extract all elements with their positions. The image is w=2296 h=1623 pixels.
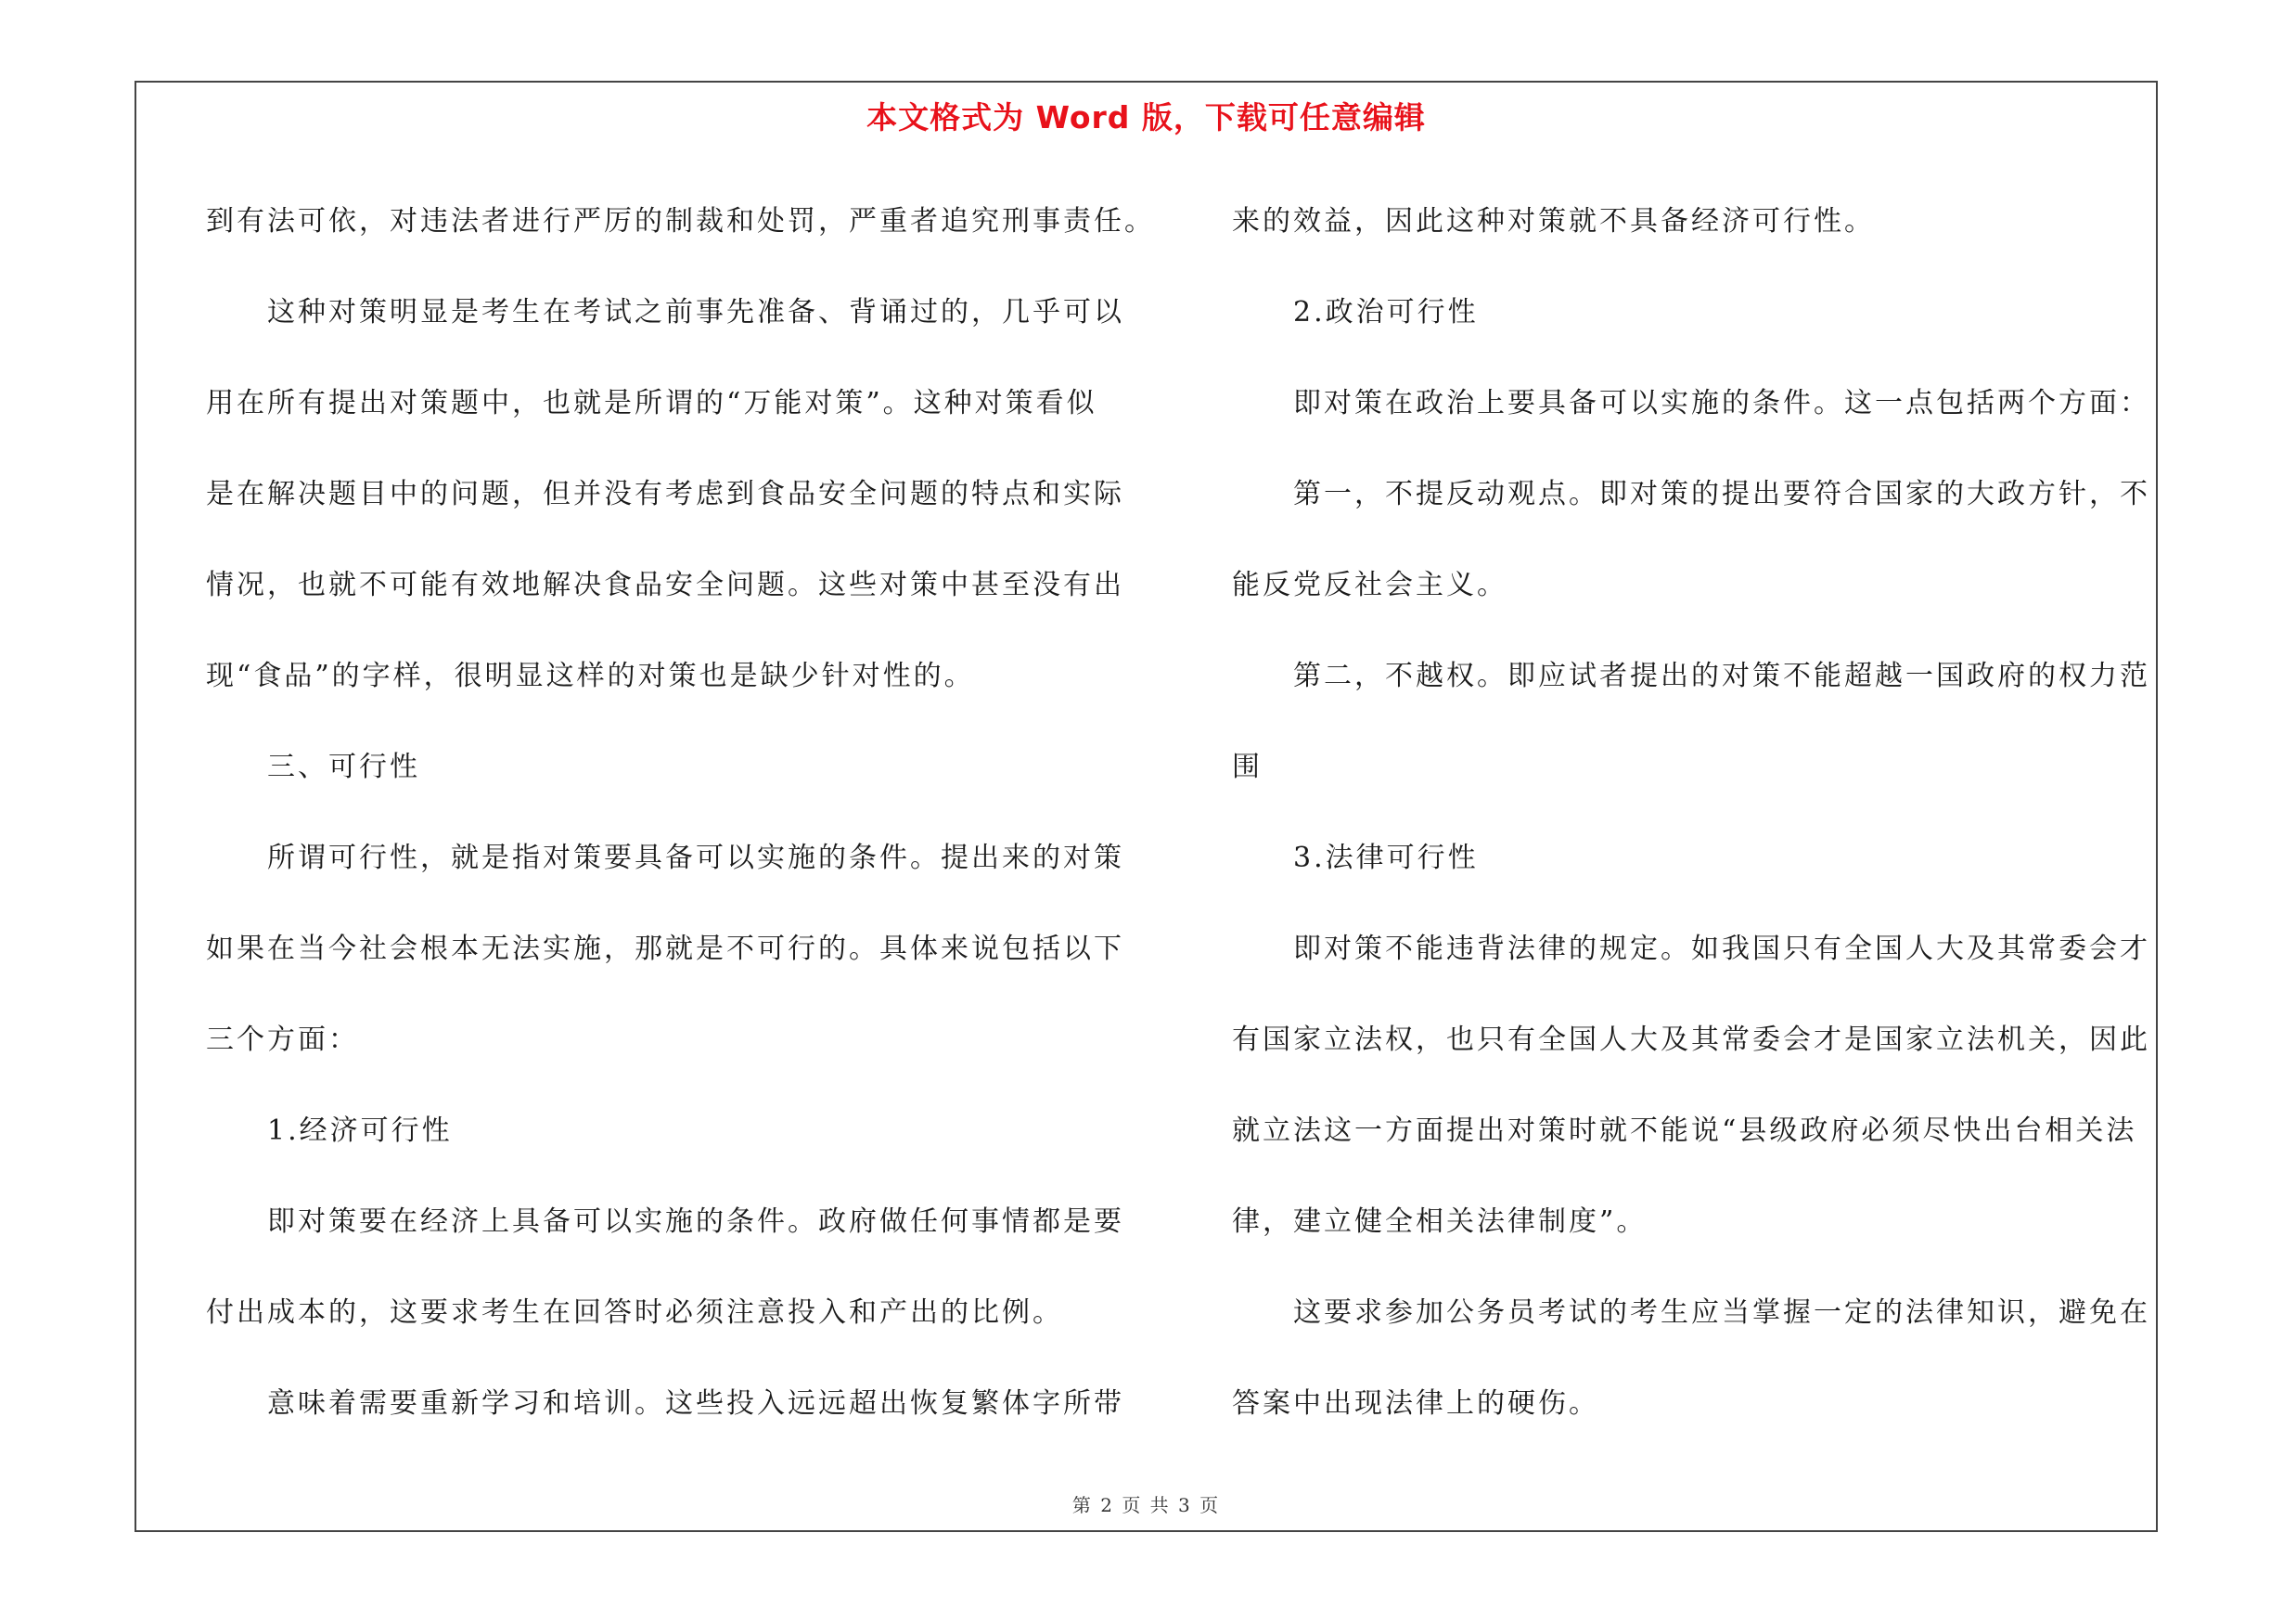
paragraph-line: 是在解决题目中的问题，但并没有考虑到食品安全问题的特点和实际 bbox=[206, 478, 1124, 510]
paragraph-line: 即对策要在经济上具备可以实施的条件。政府做任何事情都是要 bbox=[267, 1205, 1124, 1238]
paragraph-line: 3.法律可行性 bbox=[1293, 842, 1479, 874]
paragraph-line: 就立法这一方面提出对策时就不能说“县级政府必须尽快出台相关法 bbox=[1232, 1114, 2137, 1147]
paragraph-line: 第二，不越权。即应试者提出的对策不能超越一国政府的权力范 bbox=[1293, 660, 2150, 692]
paragraph-line: 这种对策明显是考生在考试之前事先准备、背诵过的，几乎可以 bbox=[267, 296, 1124, 328]
right-column bbox=[1232, 176, 2160, 1449]
paragraph-line: 即对策不能违背法律的规定。如我国只有全国人大及其常委会才 bbox=[1293, 933, 2150, 965]
paragraph-line: 三、可行性 bbox=[267, 751, 420, 783]
paragraph-line: 围 bbox=[1232, 751, 1263, 783]
paragraph-line: 意味着需要重新学习和培训。这些投入远远超出恢复繁体字所带 bbox=[267, 1387, 1124, 1420]
paragraph-line: 律，建立健全相关法律制度”。 bbox=[1232, 1205, 1648, 1238]
left-column bbox=[206, 176, 1155, 1449]
paragraph-line: 如果在当今社会根本无法实施，那就是不可行的。具体来说包括以下 bbox=[206, 933, 1124, 965]
paragraph-line: 1.经济可行性 bbox=[267, 1114, 453, 1147]
paragraph-line: 来的效益，因此这种对策就不具备经济可行性。 bbox=[1232, 205, 1875, 238]
paragraph-line: 用在所有提出对策题中，也就是所谓的“万能对策”。这种对策看似 bbox=[206, 387, 1097, 419]
paragraph-line: 到有法可依，对违法者进行严厉的制裁和处罚，严重者追究刑事责任。 bbox=[206, 205, 1155, 238]
paragraph-line: 所谓可行性，就是指对策要具备可以实施的条件。提出来的对策 bbox=[267, 842, 1124, 874]
header-banner: 本文格式为 Word 版，下载可任意编辑 bbox=[866, 99, 1426, 135]
paragraph-line: 三个方面： bbox=[206, 1024, 359, 1056]
paragraph-line: 有国家立法权，也只有全国人大及其常委会才是国家立法机关，因此 bbox=[1232, 1024, 2150, 1056]
paragraph-line: 答案中出现法律上的硬伤。 bbox=[1232, 1387, 1599, 1420]
paragraph-line: 2.政治可行性 bbox=[1293, 296, 1479, 328]
paragraph-line: 情况，也就不可能有效地解决食品安全问题。这些对策中甚至没有出 bbox=[206, 569, 1124, 601]
paragraph-line: 即对策在政治上要具备可以实施的条件。这一点包括两个方面： bbox=[1293, 387, 2150, 419]
paragraph-line: 能反党反社会主义。 bbox=[1232, 569, 1507, 601]
paragraph-line: 这要求参加公务员考试的考生应当掌握一定的法律知识，避免在 bbox=[1293, 1296, 2150, 1329]
paragraph-line: 现“食品”的字样，很明显这样的对策也是缺少针对性的。 bbox=[206, 660, 975, 692]
paragraph-line: 付出成本的，这要求考生在回答时必须注意投入和产出的比例。 bbox=[206, 1296, 1063, 1329]
paragraph-line: 第一，不提反动观点。即对策的提出要符合国家的大政方针，不 bbox=[1293, 478, 2150, 510]
page-footer: 第 2 页 共 3 页 bbox=[1071, 1494, 1221, 1516]
